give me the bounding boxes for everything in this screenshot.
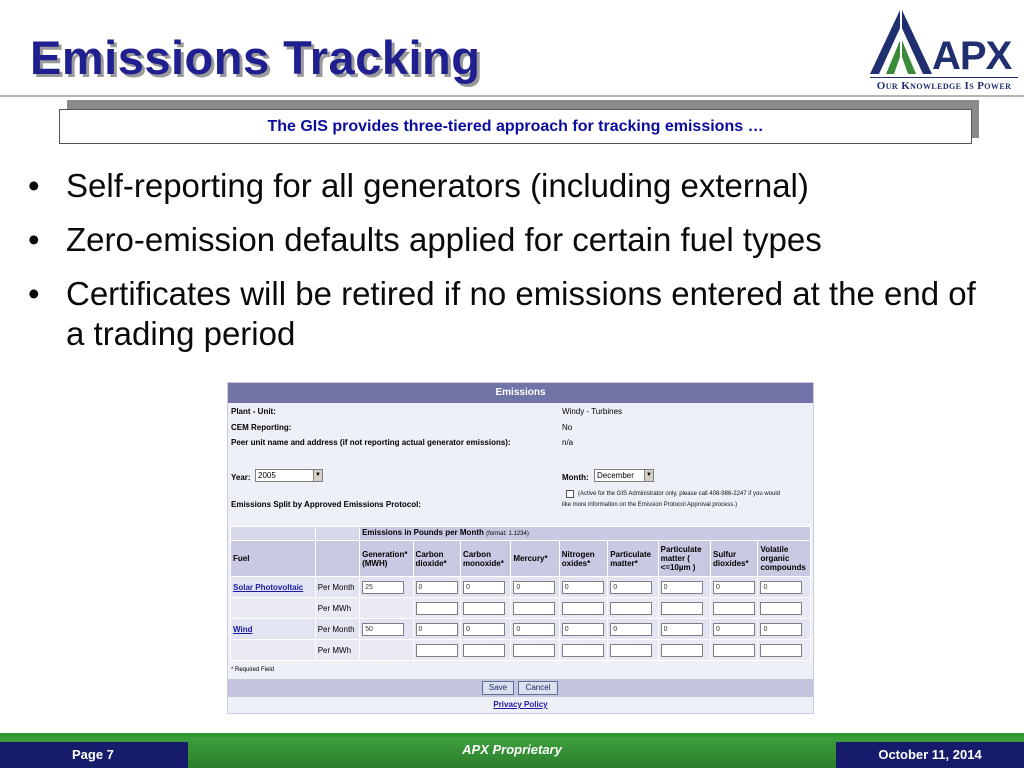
pm-cell — [608, 619, 658, 640]
mercury-cell — [511, 577, 559, 598]
sox-cell — [711, 619, 758, 640]
group-header-title: Emissions in Pounds per Month — [362, 528, 484, 537]
fuel-link-wind[interactable]: Wind — [233, 624, 253, 634]
pm-cell — [608, 640, 658, 661]
column-header-fuel: Fuel — [231, 541, 316, 577]
co-input[interactable] — [463, 602, 505, 615]
mercury-input[interactable]: 0 — [513, 581, 555, 594]
bullet-item — [28, 166, 998, 206]
bullet-item — [28, 220, 998, 260]
privacy-policy-link — [228, 700, 813, 709]
column-header-pm: Particulate matter* — [608, 541, 658, 577]
footer-page-number: Page 7 — [0, 742, 188, 768]
pm10-input[interactable]: 0 — [661, 581, 703, 594]
column-header-co2: Carbon dioxide* — [413, 541, 460, 577]
co-cell — [460, 640, 510, 661]
voc-input[interactable]: 0 — [760, 581, 802, 594]
mercury-cell — [511, 598, 559, 619]
emissions-form — [227, 382, 814, 714]
co2-cell — [413, 577, 460, 598]
pm10-input[interactable] — [661, 644, 703, 657]
bullet-item — [28, 274, 998, 354]
footer-proprietary: APX Proprietary — [462, 742, 562, 757]
mercury-cell — [511, 619, 559, 640]
pm-input[interactable]: 0 — [610, 623, 652, 636]
title-divider — [0, 95, 1024, 97]
callout-box: The GIS provides three-tiered approach for tracking emissions … — [59, 109, 972, 144]
co2-input[interactable] — [416, 602, 458, 615]
co-cell — [460, 619, 510, 640]
sox-cell — [711, 598, 758, 619]
emissions-table — [230, 526, 811, 661]
generation-input[interactable]: 50 — [362, 623, 404, 636]
save-button[interactable]: Save — [482, 681, 514, 695]
pm-input[interactable] — [610, 644, 652, 657]
peer-unit-label: Peer unit name and address (if not reporting actual generator emissions): — [231, 438, 511, 447]
table-row — [231, 640, 811, 661]
privacy-policy-link-text[interactable]: Privacy Policy — [493, 700, 548, 709]
table-group-header — [360, 527, 811, 541]
bullet-text: Self-reporting for all generators (including external) — [66, 167, 809, 204]
column-header-pm10: Particulate matter ( <=10µm ) — [658, 541, 710, 577]
month-select-value: December — [597, 471, 634, 480]
nox-cell — [559, 598, 607, 619]
nox-input[interactable]: 0 — [562, 581, 604, 594]
co2-input[interactable] — [416, 644, 458, 657]
pm-cell — [608, 598, 658, 619]
apx-tower-logo-icon — [870, 8, 932, 74]
plant-unit-value: Windy - Turbines — [562, 407, 623, 416]
emissions-split-label: Emissions Split by Approved Emissions Protocol: — [231, 500, 421, 509]
co-cell — [460, 577, 510, 598]
nox-cell — [559, 640, 607, 661]
co2-input[interactable]: 0 — [416, 623, 458, 636]
mercury-input[interactable]: 0 — [513, 623, 555, 636]
table-column-header-row — [231, 541, 811, 577]
generation-cell — [360, 619, 413, 640]
month-label: Month: — [562, 473, 589, 482]
pm10-cell — [658, 598, 710, 619]
mercury-cell — [511, 640, 559, 661]
chevron-down-icon[interactable]: ▼ — [644, 470, 653, 481]
period-cell: Per MWh — [315, 598, 359, 619]
apx-logo — [868, 8, 1018, 94]
co-cell — [460, 598, 510, 619]
bullet-list — [28, 166, 998, 368]
bullet-glyph: • — [28, 275, 40, 312]
bullet-text: Certificates will be retired if no emissions entered at the end of a trading period — [66, 275, 976, 352]
voc-input[interactable]: 0 — [760, 623, 802, 636]
year-select[interactable] — [255, 469, 323, 482]
co2-cell — [413, 619, 460, 640]
generation-cell — [360, 598, 413, 619]
logo-wordmark: APX — [932, 34, 1012, 78]
mercury-input[interactable] — [513, 602, 555, 615]
year-label: Year: — [231, 473, 251, 482]
sox-input[interactable]: 0 — [713, 623, 755, 636]
fuel-cell — [231, 640, 316, 661]
plant-unit-label: Plant - Unit: — [231, 407, 276, 416]
voc-cell — [758, 598, 811, 619]
voc-cell — [758, 619, 811, 640]
co2-cell — [413, 640, 460, 661]
voc-cell — [758, 577, 811, 598]
pm10-cell — [658, 577, 710, 598]
mercury-input[interactable] — [513, 644, 555, 657]
sox-input[interactable] — [713, 602, 755, 615]
sox-cell — [711, 640, 758, 661]
bullet-glyph: • — [28, 167, 40, 204]
table-header-blank — [315, 527, 359, 541]
cem-reporting-label: CEM Reporting: — [231, 423, 292, 432]
period-cell: Per MWh — [315, 640, 359, 661]
bullet-glyph: • — [28, 221, 40, 258]
nox-input[interactable] — [562, 602, 604, 615]
footer-date: October 11, 2014 — [836, 742, 1024, 768]
pm10-cell — [658, 640, 710, 661]
cem-reporting-value: No — [562, 423, 573, 432]
cancel-button[interactable]: Cancel — [518, 681, 558, 695]
nox-cell — [559, 577, 607, 598]
table-row — [231, 598, 811, 619]
table-header-blank — [231, 527, 316, 541]
slide-title: Emissions Tracking — [30, 31, 481, 84]
table-row — [231, 619, 811, 640]
bullet-text: Zero-emission defaults applied for certain fuel types — [66, 221, 822, 258]
logo-tagline: Our Knowledge Is Power — [870, 77, 1018, 92]
sox-input[interactable] — [713, 644, 755, 657]
column-header-generation: Generation* (MWH) — [360, 541, 413, 577]
pm-cell — [608, 577, 658, 598]
form-header: Emissions — [228, 383, 813, 403]
co-input[interactable]: 0 — [463, 581, 505, 594]
generation-cell — [360, 577, 413, 598]
voc-input[interactable] — [760, 602, 802, 615]
pm10-cell — [658, 619, 710, 640]
column-header-voc: Volatile organic compounds — [758, 541, 811, 577]
month-select[interactable] — [594, 469, 654, 482]
period-cell: Per Month — [315, 619, 359, 640]
voc-cell — [758, 640, 811, 661]
column-header-nox: Nitrogen oxides* — [559, 541, 607, 577]
voc-input[interactable] — [760, 644, 802, 657]
pm10-input[interactable] — [661, 602, 703, 615]
table-group-header-row — [231, 527, 811, 541]
pm-input[interactable]: 0 — [610, 581, 652, 594]
column-header-sox: Sulfur dioxides* — [711, 541, 758, 577]
co-input[interactable]: 0 — [463, 623, 505, 636]
required-field-note: * Required Field — [231, 667, 275, 673]
column-header-period — [315, 541, 359, 577]
co2-cell — [413, 598, 460, 619]
table-row — [231, 577, 811, 598]
pm10-input[interactable]: 0 — [661, 623, 703, 636]
co-input[interactable] — [463, 644, 505, 657]
sox-input[interactable]: 0 — [713, 581, 755, 594]
peer-unit-value: n/a — [562, 438, 574, 447]
column-header-mercury: Mercury* — [511, 541, 559, 577]
chevron-down-icon[interactable]: ▼ — [313, 470, 322, 481]
co2-input[interactable]: 0 — [416, 581, 458, 594]
year-select-value: 2005 — [258, 471, 276, 480]
sox-cell — [711, 577, 758, 598]
fuel-cell[interactable] — [231, 577, 316, 598]
generation-cell — [360, 640, 413, 661]
column-header-co: Carbon monoxide* — [460, 541, 510, 577]
pm-input[interactable] — [610, 602, 652, 615]
fuel-cell[interactable] — [231, 619, 316, 640]
fuel-link-solar-photovoltaic[interactable]: Solar Photovoltaic — [233, 582, 304, 592]
generation-input[interactable]: 25 — [362, 581, 404, 594]
nox-input[interactable] — [562, 644, 604, 657]
nox-cell — [559, 619, 607, 640]
emissions-split-note: (Active for the GIS Administrator only, please call 408-986-2247 if you would like more information on the Emission Protocol Approval process.) — [562, 491, 780, 508]
nox-input[interactable]: 0 — [562, 623, 604, 636]
period-cell: Per Month — [315, 577, 359, 598]
fuel-cell — [231, 598, 316, 619]
group-header-format: (format: 1.1234) — [486, 531, 529, 537]
